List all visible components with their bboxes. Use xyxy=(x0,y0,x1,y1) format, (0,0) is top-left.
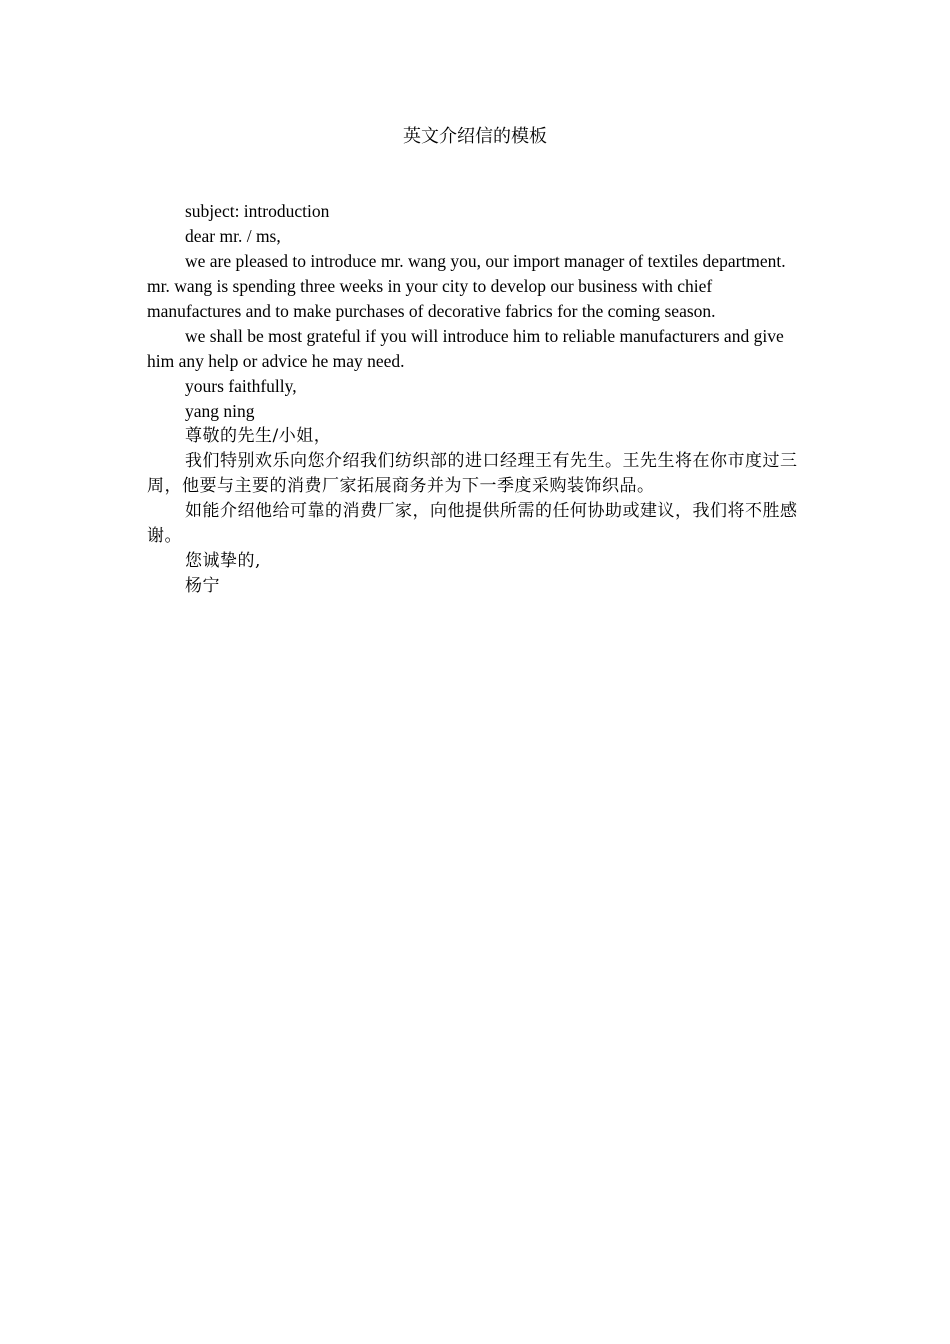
chinese-closing: 您诚挚的, xyxy=(185,551,261,571)
english-salutation: dear mr. / ms, xyxy=(185,226,281,246)
english-signature: yang ning xyxy=(185,401,255,421)
letter-body xyxy=(147,199,807,599)
subject-line: subject: introduction xyxy=(185,201,330,221)
chinese-salutation: 尊敬的先生/小姐， xyxy=(185,426,332,446)
english-closing: yours faithfully, xyxy=(185,376,297,396)
chinese-paragraph-1: 我们特别欢乐向您介绍我们纺织部的进口经理王有先生。王先生将在你市度过三周，他要与主要的消费厂家拓展商务并为下一季度采购装饰织品。 xyxy=(147,451,798,496)
english-paragraph-1: we are pleased to introduce mr. wang you, our import manager of textiles department. mr. wang is spending three weeks in your city to develop our business with chief manufactures and to make purchases of decorative fabrics for the coming season. xyxy=(147,251,786,321)
document-title: 英文介绍信的模板 xyxy=(403,126,547,146)
english-paragraph-2: we shall be most grateful if you will introduce him to reliable manufacturers and give him any help or advice he may need. xyxy=(147,326,784,371)
chinese-signature: 杨宁 xyxy=(185,576,220,596)
chinese-paragraph-2: 如能介绍他给可靠的消费厂家，向他提供所需的任何协助或建议，我们将不胜感谢。 xyxy=(147,501,798,546)
